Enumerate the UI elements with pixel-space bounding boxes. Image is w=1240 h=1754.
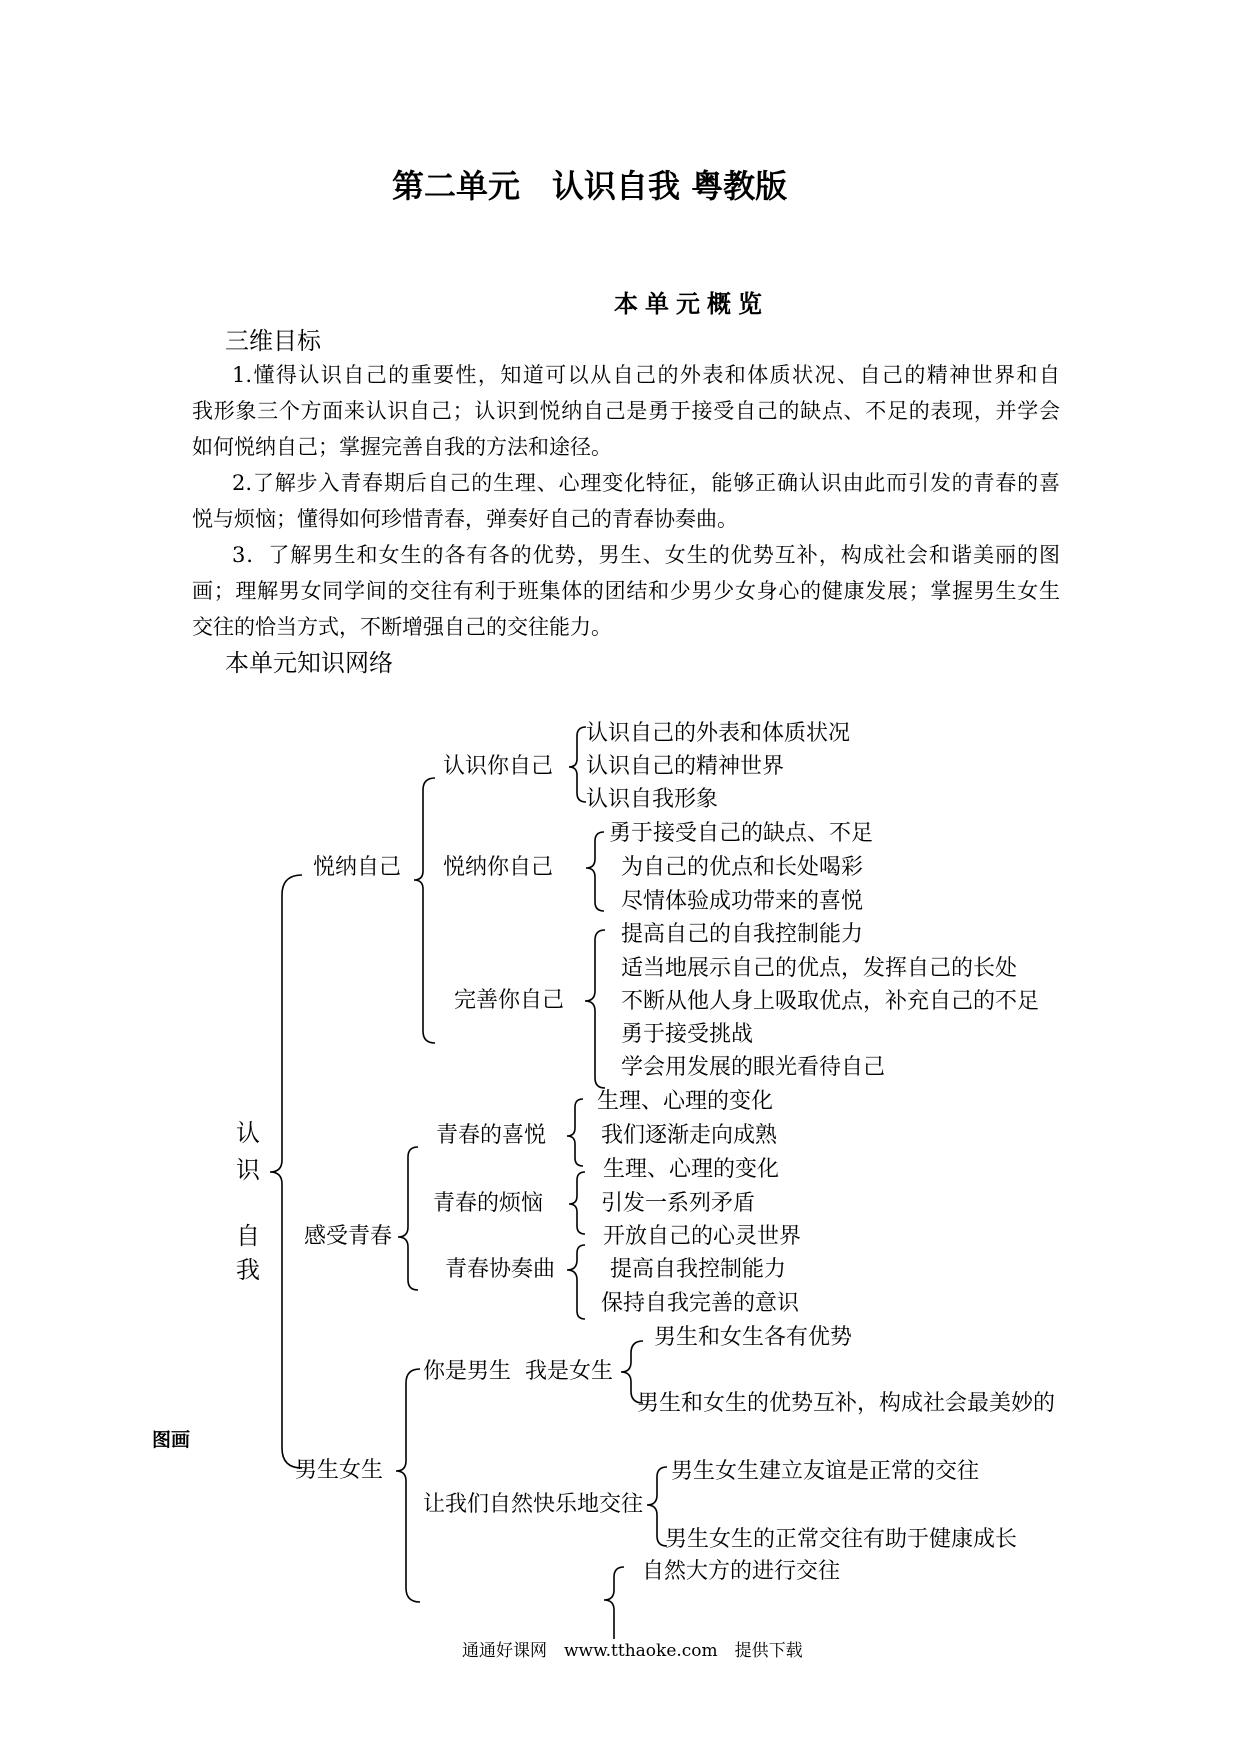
map-item: 男生和女生各有优势 <box>654 1325 853 1350</box>
map-item: 认识自己的外表和体质状况 <box>586 721 851 746</box>
root-char: 自 <box>236 1222 260 1250</box>
map-item: 自然大方的进行交往 <box>642 1559 841 1584</box>
goal-line: 2.了解步入青春期后自己的生理、心理变化特征，能够正确认识由此而引发的青春的喜 <box>232 471 1060 495</box>
brace-topic-2-2 <box>569 1172 585 1234</box>
map-item: 适当地展示自己的优点，发挥自己的长处 <box>621 956 1018 981</box>
map-item: 勇于接受挑战 <box>621 1022 754 1047</box>
map-item: 男生女生的正常交往有助于健康成长 <box>665 1527 1018 1552</box>
map-item: 为自己的优点和长处喝彩 <box>621 855 864 880</box>
map-item: 生理、心理的变化 <box>603 1157 780 1182</box>
topic-label: 认识你自己 <box>443 754 554 779</box>
map-item: 我们逐渐走向成熟 <box>601 1123 778 1148</box>
topic-label: 让我们自然快乐地交往 <box>423 1492 644 1517</box>
footer-credit: 通通好课网 www.tthaoke.com 提供下载 <box>462 1641 803 1661</box>
goal-line: 1.懂得认识自己的重要性，知道可以从自己的外表和体质状况、自己的精神世界和自 <box>232 363 1060 387</box>
goal-line: 悦与烦恼；懂得如何珍惜青春，弹奏好自己的青春协奏曲。 <box>192 507 738 531</box>
branch-label: 感受青春 <box>304 1224 393 1249</box>
brace-branch-1 <box>414 778 435 1043</box>
brace-topic-1-1 <box>569 727 586 802</box>
map-item: 不断从他人身上吸取优点，补充自己的不足 <box>621 989 1040 1014</box>
map-item: 保持自我完善的意识 <box>601 1291 800 1316</box>
branch-label: 悦纳自己 <box>313 855 402 880</box>
goal-line: 我形象三个方面来认识自己；认识到悦纳自己是勇于接受自己的缺点、不足的表现，并学会 <box>192 399 1060 423</box>
map-item: 生理、心理的变化 <box>597 1089 774 1114</box>
map-item: 尽情体验成功带来的喜悦 <box>621 889 864 914</box>
brace-topic-1-3 <box>585 930 605 1088</box>
brace-root <box>270 875 302 1468</box>
goal-line: 画；理解男女同学间的交往有利于班集体的团结和少男少女身心的健康发展；掌握男生女生 <box>192 579 1060 603</box>
brace-branch-2 <box>398 1147 418 1290</box>
map-item: 提高自己的自我控制能力 <box>621 922 864 947</box>
overview-heading: 本单元概览 <box>614 289 769 318</box>
topic-label: 悦纳你自己 <box>443 855 554 880</box>
page-title: 第二单元 认识自我 粤教版 <box>392 167 788 205</box>
goals-heading: 三维目标 <box>225 327 321 355</box>
topic-label: 青春的喜悦 <box>436 1123 547 1148</box>
topic-label: 你是男生 我是女生 <box>423 1359 613 1384</box>
brace-topic-1-2 <box>586 832 604 911</box>
root-char: 我 <box>236 1256 260 1284</box>
map-item: 开放自己的心灵世界 <box>603 1224 802 1249</box>
topic-label: 青春的烦恼 <box>433 1191 544 1216</box>
topic-label: 青春协奏曲 <box>445 1257 556 1282</box>
brace-topic-3-2 <box>647 1467 667 1546</box>
root-char: 认 <box>236 1119 260 1147</box>
map-item: 引发一系列矛盾 <box>601 1191 756 1216</box>
root-char: 识 <box>236 1156 260 1184</box>
brace-branch-3 <box>396 1369 420 1602</box>
map-item: 认识自我形象 <box>586 787 719 812</box>
goal-line: 交往的恰当方式，不断增强自己的交往能力。 <box>192 615 612 639</box>
map-item: 学会用发展的眼光看待自己 <box>621 1055 886 1080</box>
brace-topic-2-3 <box>567 1245 585 1319</box>
topic-label: 完善你自己 <box>454 988 565 1013</box>
map-item: 男生和女生的优势互补，构成社会最美妙的 <box>637 1391 1056 1416</box>
goal-line: 如何悦纳自己；掌握完善自我的方法和途径。 <box>192 435 612 459</box>
map-item: 男生女生建立友谊是正常的交往 <box>671 1459 980 1484</box>
branch-label: 男生女生 <box>295 1458 384 1483</box>
map-item: 认识自己的精神世界 <box>586 754 785 779</box>
map-item-continuation: 图画 <box>152 1429 191 1451</box>
brace-topic-2-1 <box>567 1099 583 1166</box>
map-item: 勇于接受自己的缺点、不足 <box>609 821 874 846</box>
goal-line: 3．了解男生和女生的各有各的优势，男生、女生的优势互补，构成社会和谐美丽的图 <box>232 543 1060 567</box>
map-item: 提高自我控制能力 <box>610 1257 787 1282</box>
network-heading: 本单元知识网络 <box>225 649 393 677</box>
